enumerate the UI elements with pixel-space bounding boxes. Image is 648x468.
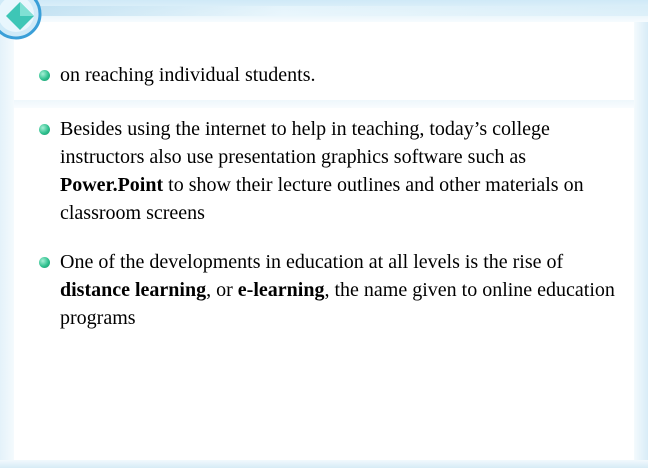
bottom-frame-bar — [0, 460, 648, 468]
diamond-in-circle-logo — [0, 0, 56, 48]
bullet-text: , or — [206, 279, 238, 301]
bullet-item — [34, 248, 624, 332]
bold-term: Power.Point — [60, 174, 164, 196]
bullet-text: on reaching individual students. — [60, 64, 316, 86]
bullet-dot-icon — [39, 124, 50, 135]
bullet-text: , the name given to online education programs — [60, 279, 615, 329]
top-frame-highlight — [40, 6, 648, 16]
bullet-dot-icon — [39, 257, 50, 268]
slide-content — [34, 58, 624, 332]
bullet-item — [34, 61, 624, 89]
bullet-text: One of the developments in education at all levels is the rise of — [60, 251, 564, 273]
bullet-text: Besides using the internet to help in teaching, today’s college instructors also use presentation graphics software such as — [60, 118, 550, 168]
bold-term: distance learning — [60, 279, 207, 301]
bullet-text: to show their lecture outlines and other materials on classroom screens — [60, 174, 584, 224]
bullet-dot-icon — [39, 70, 50, 81]
bold-term: e-learning — [237, 279, 325, 301]
right-frame-bar — [634, 22, 648, 462]
left-frame-bar — [0, 22, 14, 462]
bullet-item — [34, 115, 624, 227]
